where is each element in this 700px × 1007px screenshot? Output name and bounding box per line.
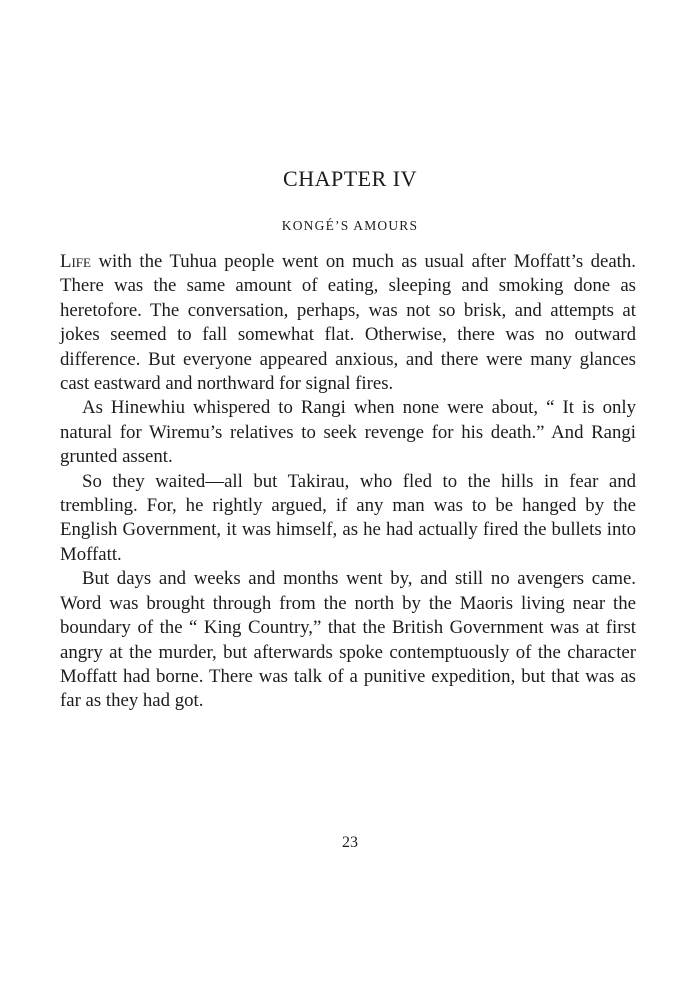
paragraph-1-text: with the Tuhua people went on much as usual after Moffatt’s death. There was the same amount of eating, sleeping and smoking done as heretofore. The conversation, perhaps, was not so brisk, and attempts at jokes seemed to fall somewhat flat. Otherwise, there was no outward difference. But everyone appeared anxious, and there were many glances cast eastward and northward for signal fires. [60,251,636,395]
paragraph-2: As Hinewhiu whispered to Rangi when none were about, “ It is only natural for Wiremu’s relatives to seek revenge for his death.” And Rangi grunted assent. [60,397,636,468]
chapter-body [60,250,636,714]
paragraph-1 [60,250,636,396]
paragraph-3: So they waited—all but Takirau, who fled to the hills in fear and trembling. For, he rightly argued, if any man was to be hanged by the English Government, it was himself, as he had actually fired the bullets into Moffatt. [60,470,636,565]
page-number: 23 [342,834,358,851]
chapter-title: CHAPTER IV [283,166,417,191]
paragraph-4: But days and weeks and months went by, and still no avengers came. Word was brought through from the north by the Maoris living near the boundary of the “ King Country,” that the British Government was at first angry at the murder, but afterwards spoke contemptuously of the character Moffatt had borne. There was talk of a punitive expedition, but that was as far as they had got. [60,568,636,712]
chapter-subtitle: KONGÉ’S AMOURS [281,218,419,233]
opening-word: Life [60,251,91,272]
